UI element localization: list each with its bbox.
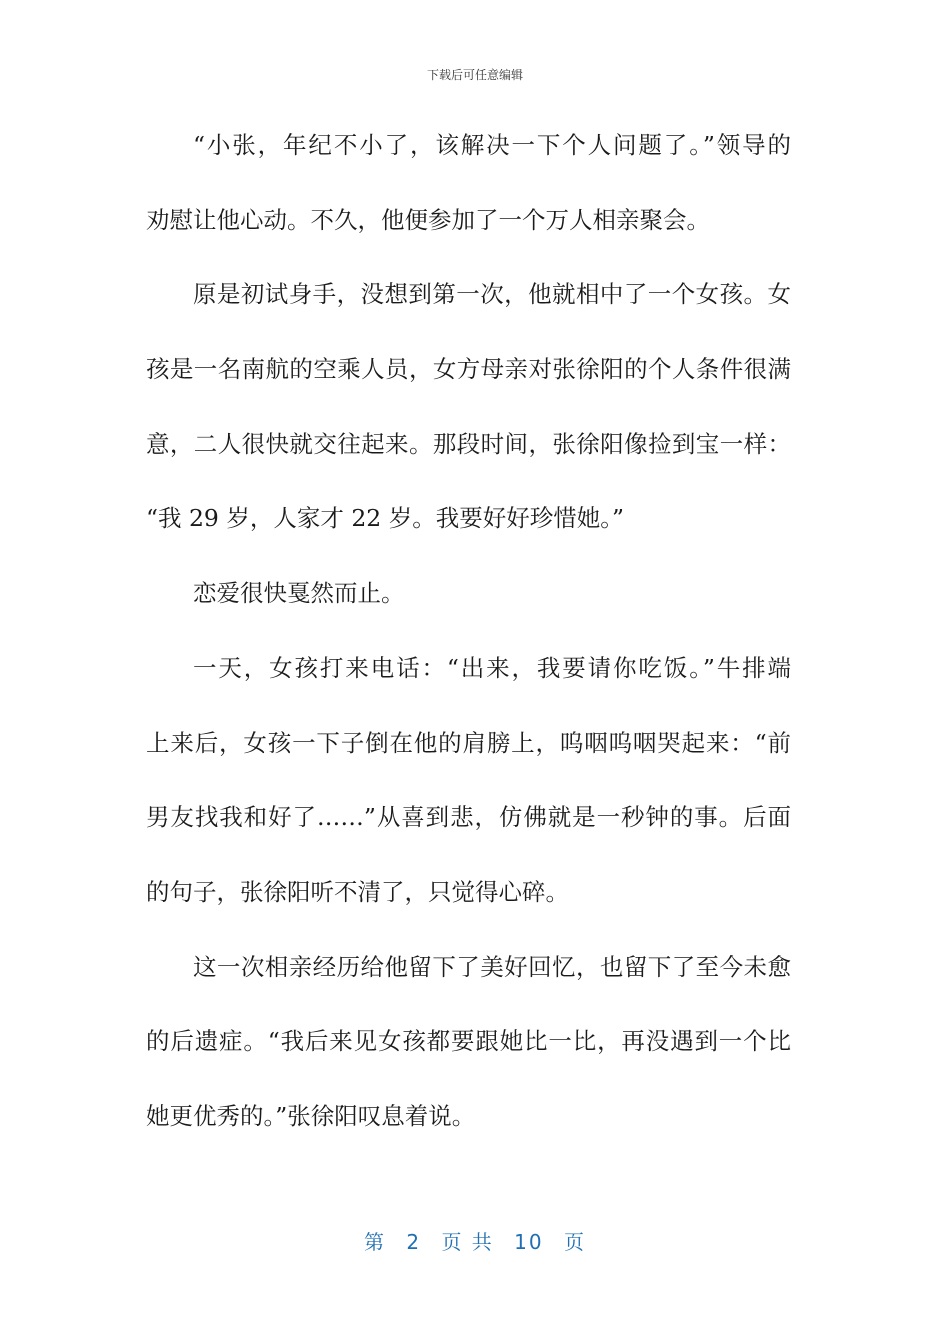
text-line: “小张，年纪不小了，该解决一下个人问题了。”领导的 xyxy=(193,131,791,159)
text-line: 孩是一名南航的空乘人员，女方母亲对张徐阳的个人条件很满 xyxy=(146,355,791,384)
footer-suffix: 页 xyxy=(563,1230,586,1254)
article-body xyxy=(146,108,791,1154)
text-line: 的句子，张徐阳听不清了，只觉得心碎。 xyxy=(146,877,569,906)
page-footer xyxy=(0,1226,950,1255)
text-line: 劝慰让他心动。不久，他便参加了一个万人相亲聚会。 xyxy=(146,205,710,234)
text-line: 一天，女孩打来电话：“出来，我要请你吃饭。”牛排端 xyxy=(193,653,791,682)
footer-total-pages: 10 xyxy=(514,1230,544,1254)
footer-page-number: 2 xyxy=(406,1230,422,1254)
text-line: 这一次相亲经历给他留下了美好回忆，也留下了至今未愈 xyxy=(193,952,791,981)
footer-prefix: 第 xyxy=(364,1230,386,1254)
text-line: 意，二人很快就交往起来。那段时间，张徐阳像捡到宝一样： xyxy=(146,429,791,458)
text-line: 原是初试身手，没想到第一次，他就相中了一个女孩。女 xyxy=(193,280,791,309)
text-line: 的后遗症。“我后来见女孩都要跟她比一比，再没遇到一个比 xyxy=(146,1027,791,1056)
text-line: “我 29 岁，人家才 22 岁。我要好好珍惜她。” xyxy=(146,504,624,533)
page-header: 下载后可任意编辑 xyxy=(426,68,523,82)
text-line: 恋爱很快戛然而止。 xyxy=(193,579,405,608)
text-line: 她更优秀的。”张徐阳叹息着说。 xyxy=(146,1101,476,1130)
footer-middle: 页 共 xyxy=(441,1230,494,1254)
text-line: 男友找我和好了……”从喜到悲，仿佛就是一秒钟的事。后面 xyxy=(146,803,791,832)
text-line: 上来后，女孩一下子倒在他的肩膀上，呜咽呜咽哭起来：“前 xyxy=(146,728,791,757)
